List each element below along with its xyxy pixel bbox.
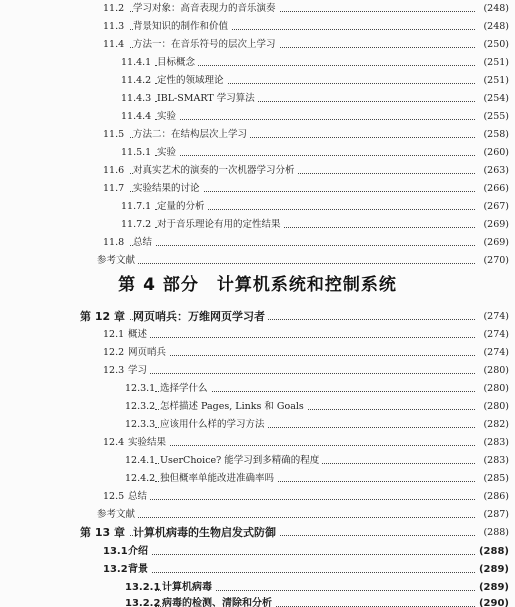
toc-entry xyxy=(0,597,515,607)
toc-entry xyxy=(0,182,515,202)
subsection-title: 病毒的检测、清除和分析 xyxy=(162,597,275,607)
toc-entry xyxy=(0,236,515,256)
dot-leader xyxy=(155,119,475,120)
section-number: 11.6 xyxy=(103,165,125,176)
toc-entry xyxy=(0,346,515,366)
toc-entry xyxy=(0,164,515,184)
subsection-number: 11.7.2 xyxy=(121,219,152,230)
page-number: (283) xyxy=(483,455,509,466)
subsection-number: 12.4.1 xyxy=(125,455,156,466)
section-title: 总结 xyxy=(133,236,155,250)
page-number: (280) xyxy=(483,383,509,394)
dot-leader xyxy=(130,245,475,246)
subsection-number: 12.3.2 xyxy=(125,401,156,412)
toc-entry xyxy=(0,200,515,220)
section-title: 方法一：在音乐符号的层次上学习 xyxy=(133,38,279,52)
page-number: (290) xyxy=(477,597,509,607)
page-number: (289) xyxy=(478,582,509,593)
subsection-number: 11.4.3 xyxy=(121,93,152,104)
section-number: 13.2 xyxy=(103,564,128,575)
subsection-title: 对于音乐理论有用的定性结果 xyxy=(157,218,284,232)
section-title: 介绍 xyxy=(128,545,151,559)
subsection-number: 11.4.1 xyxy=(121,57,152,68)
toc-entry xyxy=(0,400,515,420)
page-number: (255) xyxy=(483,111,509,122)
dot-leader xyxy=(130,373,475,374)
subsection-title: 定量的分析 xyxy=(157,200,208,214)
section-title: 方法二：在结构层次上学习 xyxy=(133,128,250,142)
subsection-number: 12.3.3 xyxy=(125,419,156,430)
section-number: 13.1 xyxy=(103,546,128,557)
subsection-title: 应该用什么样的学习方法 xyxy=(160,418,268,432)
subsection-title: 实验 xyxy=(157,110,179,124)
subsection-title: 目标概念 xyxy=(157,56,198,70)
toc-entry xyxy=(0,418,515,438)
references-title: 参考文献 xyxy=(97,508,138,522)
subsection-number: 11.7.1 xyxy=(121,201,152,212)
subsection-number: 13.2.1 xyxy=(125,582,161,593)
dot-leader xyxy=(130,572,475,573)
dot-leader xyxy=(130,554,475,555)
section-number: 12.2 xyxy=(103,347,125,358)
dot-leader xyxy=(155,65,475,66)
toc-entry xyxy=(0,545,515,565)
section-number: 12.4 xyxy=(103,437,125,448)
toc-entry xyxy=(0,2,515,22)
subsection-number: 11.5.1 xyxy=(121,147,152,158)
subsection-number: 11.4.4 xyxy=(121,111,152,122)
toc-entry xyxy=(0,563,515,583)
toc-entry xyxy=(0,328,515,348)
toc-entry xyxy=(0,146,515,166)
dot-leader xyxy=(130,445,475,446)
subsection-number: 12.4.2 xyxy=(125,473,156,484)
toc-entry xyxy=(0,526,515,546)
toc-entry xyxy=(0,92,515,112)
page-number: (269) xyxy=(483,237,509,248)
chapter-number: 第 12 章 xyxy=(80,310,125,323)
subsection-number: 13.2.2 xyxy=(125,598,161,607)
page-number: (258) xyxy=(483,129,509,140)
toc-entry xyxy=(0,128,515,148)
section-number: 11.2 xyxy=(103,3,125,14)
page-number: (280) xyxy=(483,401,509,412)
page-number: (260) xyxy=(483,147,509,158)
subsection-title: 独但概率单能改进准确率吗 xyxy=(160,472,277,486)
page-number: (248) xyxy=(483,21,509,32)
page-number: (285) xyxy=(483,473,509,484)
section-title: 学习对象：高音表现力的音乐演奏 xyxy=(133,2,279,16)
page-number: (267) xyxy=(483,201,509,212)
section-title: 对真实艺术的演奏的一次机器学习分析 xyxy=(133,164,298,178)
section-title: 总结 xyxy=(128,490,150,504)
section-number: 12.3 xyxy=(103,365,125,376)
page-number: (274) xyxy=(483,311,509,322)
page-number: (270) xyxy=(483,255,509,266)
section-number: 11.4 xyxy=(103,39,125,50)
toc-entry xyxy=(0,38,515,58)
page-number: (283) xyxy=(483,437,509,448)
toc-entry xyxy=(0,472,515,492)
subsection-title: 怎样描述 Pages, Links 和 Goals xyxy=(160,400,307,414)
section-title: 学习 xyxy=(128,364,150,378)
toc-entry xyxy=(0,218,515,238)
dot-leader xyxy=(130,337,475,338)
toc-entry xyxy=(0,74,515,94)
section-title: 网页哨兵 xyxy=(128,346,169,360)
subsection-title: IBL-SMART 学习算法 xyxy=(157,92,258,106)
chapter-title: 网页哨兵：万维网页学习者 xyxy=(133,310,268,324)
page-number: (280) xyxy=(483,365,509,376)
page-number: (274) xyxy=(483,347,509,358)
subsection-title: 计算机病毒 xyxy=(162,581,215,595)
dot-leader xyxy=(100,263,475,264)
section-number: 11.8 xyxy=(103,237,125,248)
page-number: (251) xyxy=(483,57,509,68)
toc-entry xyxy=(0,310,515,330)
subsection-title: 选择学什么 xyxy=(160,382,211,396)
section-number: 12.1 xyxy=(103,329,125,340)
toc-entry xyxy=(0,364,515,384)
page-number: (266) xyxy=(483,183,509,194)
subsection-number: 12.3.1 xyxy=(125,383,156,394)
section-title: 实验结果 xyxy=(128,436,169,450)
toc-entry xyxy=(0,20,515,40)
references-title: 参考文献 xyxy=(97,254,138,268)
page-number: (286) xyxy=(483,491,509,502)
subsection-title: 实验 xyxy=(157,146,179,160)
subsection-title: 定性的领域理论 xyxy=(157,74,227,88)
page-number: (288) xyxy=(478,546,509,557)
page-number: (288) xyxy=(483,527,509,538)
page-number: (248) xyxy=(483,3,509,14)
part-heading: 第 4 部分 计算机系统和控制系统 xyxy=(118,275,397,295)
section-title: 背景 xyxy=(128,563,151,577)
subsection-number: 11.4.2 xyxy=(121,75,152,86)
dot-leader xyxy=(130,499,475,500)
page-number: (251) xyxy=(483,75,509,86)
section-number: 11.3 xyxy=(103,21,125,32)
page-number: (269) xyxy=(483,219,509,230)
chapter-title: 计算机病毒的生物启发式防御 xyxy=(133,526,279,540)
page-number: (274) xyxy=(483,329,509,340)
dot-leader xyxy=(155,155,475,156)
toc-entry xyxy=(0,490,515,510)
chapter-number: 第 13 章 xyxy=(80,526,125,539)
section-number: 11.7 xyxy=(103,183,125,194)
toc-entry xyxy=(0,454,515,474)
page-number: (287) xyxy=(483,509,509,520)
page-number: (254) xyxy=(483,93,509,104)
section-title: 实验结果的讨论 xyxy=(133,182,203,196)
dot-leader xyxy=(100,517,475,518)
subsection-title: UserChoice? 能学习到多精确的程度 xyxy=(160,454,322,468)
section-number: 12.5 xyxy=(103,491,125,502)
toc-entry xyxy=(0,110,515,130)
section-number: 11.5 xyxy=(103,129,125,140)
page-number: (250) xyxy=(483,39,509,50)
section-title: 背景知识的制作和价值 xyxy=(133,20,231,34)
page-number: (282) xyxy=(483,419,509,430)
page-number: (289) xyxy=(478,564,509,575)
toc-entry xyxy=(0,56,515,76)
dot-leader xyxy=(130,355,475,356)
page-number: (263) xyxy=(483,165,509,176)
toc-entry xyxy=(0,382,515,402)
toc-entry xyxy=(0,436,515,456)
section-title: 概述 xyxy=(128,328,150,342)
toc-entry xyxy=(0,508,515,528)
